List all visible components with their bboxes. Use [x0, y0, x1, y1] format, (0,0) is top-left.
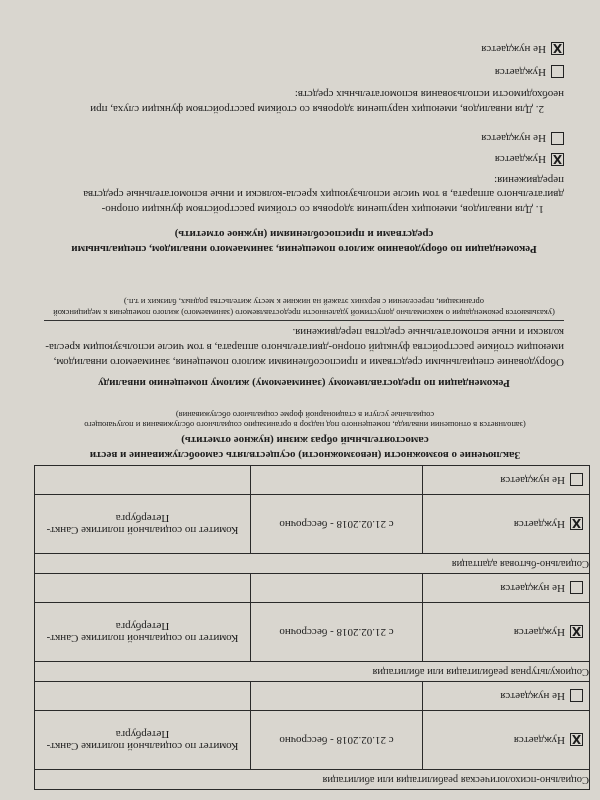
rehabilitation-table	[34, 465, 590, 790]
item2-not-needs-checkbox[interactable]: X Не нуждается	[481, 41, 563, 56]
checkbox-empty-icon[interactable]	[551, 132, 564, 145]
table-row	[35, 494, 589, 553]
housing-note: (указываются рекомендации о максимально допустимой удаленности предоставляемого (занимаемого) жилого помещения к медицинской организации, переселении с верхних этажей на нижние к месту жительства родных, близких и т.п.)	[44, 297, 564, 320]
item1-needs-checkbox[interactable]: X Нуждается	[494, 151, 563, 166]
checkbox-empty-icon[interactable]	[551, 65, 564, 78]
needs-checkbox[interactable]: X Нуждается	[513, 516, 582, 531]
checkbox-empty-icon[interactable]	[570, 582, 583, 595]
checkbox-checked-icon[interactable]: X	[552, 41, 563, 56]
section-header-household: Социально-бытовая адаптация	[35, 553, 589, 573]
checkbox-checked-icon[interactable]: X	[571, 732, 582, 747]
housing-text: Оборудование специальными средствами и приспособлениями жилого помещения, занимаемого инвалидом, имеющим стойкие расстройства функций опорно-двигательного аппарата, в том числе использующим кресла-коляски и иные вспомогательные средства передвижения.	[45, 326, 564, 369]
item1-not-needs-checkbox[interactable]: Не нуждается	[44, 132, 564, 145]
item2-needs-checkbox[interactable]: Нуждается	[44, 65, 564, 78]
table-row	[35, 681, 589, 710]
section-header-sociocultural: Социокультурная реабилитация или абилитация	[35, 661, 589, 681]
checkbox-checked-icon[interactable]: X	[571, 516, 582, 531]
executor: Комитет по социальной политике Санкт-Петербурга	[46, 728, 239, 752]
period: с 21.02.2018 - бессрочно	[279, 734, 394, 746]
table-row	[35, 466, 589, 494]
conclusion-title: Заключение о возможности (невозможности) осуществлять самообслуживание и вести самостоятельный образ жизни (нужное отметить)	[89, 434, 521, 461]
executor: Комитет по социальной политике Санкт-Петербурга	[46, 512, 239, 536]
section-header-psych: Социально-психологическая реабилитация или абилитация	[35, 769, 589, 789]
conclusion-note: (заполняется в отношении инвалида, помещенного под надзор в организацию социального обслуживания и получающего социальные услуги в стационарной форме социального обслуживания)	[84, 410, 526, 431]
checkbox-checked-icon[interactable]: X	[552, 151, 563, 166]
table-row	[35, 573, 589, 602]
table-row	[35, 602, 589, 661]
checkbox-empty-icon[interactable]	[570, 690, 583, 703]
period: с 21.02.2018 - бессрочно	[279, 626, 394, 638]
not-needs-checkbox[interactable]: Не нуждается	[500, 474, 583, 487]
equipment-title: Рекомендации по оборудованию жилого помещения, занимаемого инвалидом, специальными средствами и приспособлениями (нужное отметить)	[71, 228, 537, 255]
checkbox-checked-icon[interactable]: X	[571, 624, 582, 639]
conclusion-block	[70, 410, 540, 462]
needs-checkbox[interactable]: X Нуждается	[513, 732, 582, 747]
period: с 21.02.2018 - бессрочно	[279, 518, 394, 530]
needs-checkbox[interactable]: X Нуждается	[513, 624, 582, 639]
not-needs-checkbox[interactable]: Не нуждается	[500, 582, 583, 595]
executor: Комитет по социальной политике Санкт-Петербурга	[46, 620, 239, 644]
equipment-item-2: 2. Для инвалидов, имеющих нарушения здоровья со стойким расстройством функции слуха, при необходимости использования вспомогательных средств:	[90, 87, 564, 115]
housing-block	[44, 297, 564, 390]
housing-title: Рекомендации по предоставляемому (занимаемому) жилому помещению инвалиду	[98, 377, 510, 389]
equipment-item-1: 1. Для инвалидов, имеющих нарушения здоровья со стойким расстройством функции опорно-двигательного аппарата, в том числе использующих кресла-коляски и иные вспомогательные средства передвижения:	[83, 173, 564, 216]
table-row	[35, 710, 589, 769]
equipment-block	[44, 42, 564, 256]
checkbox-empty-icon[interactable]	[570, 474, 583, 487]
not-needs-checkbox[interactable]: Не нуждается	[500, 690, 583, 703]
